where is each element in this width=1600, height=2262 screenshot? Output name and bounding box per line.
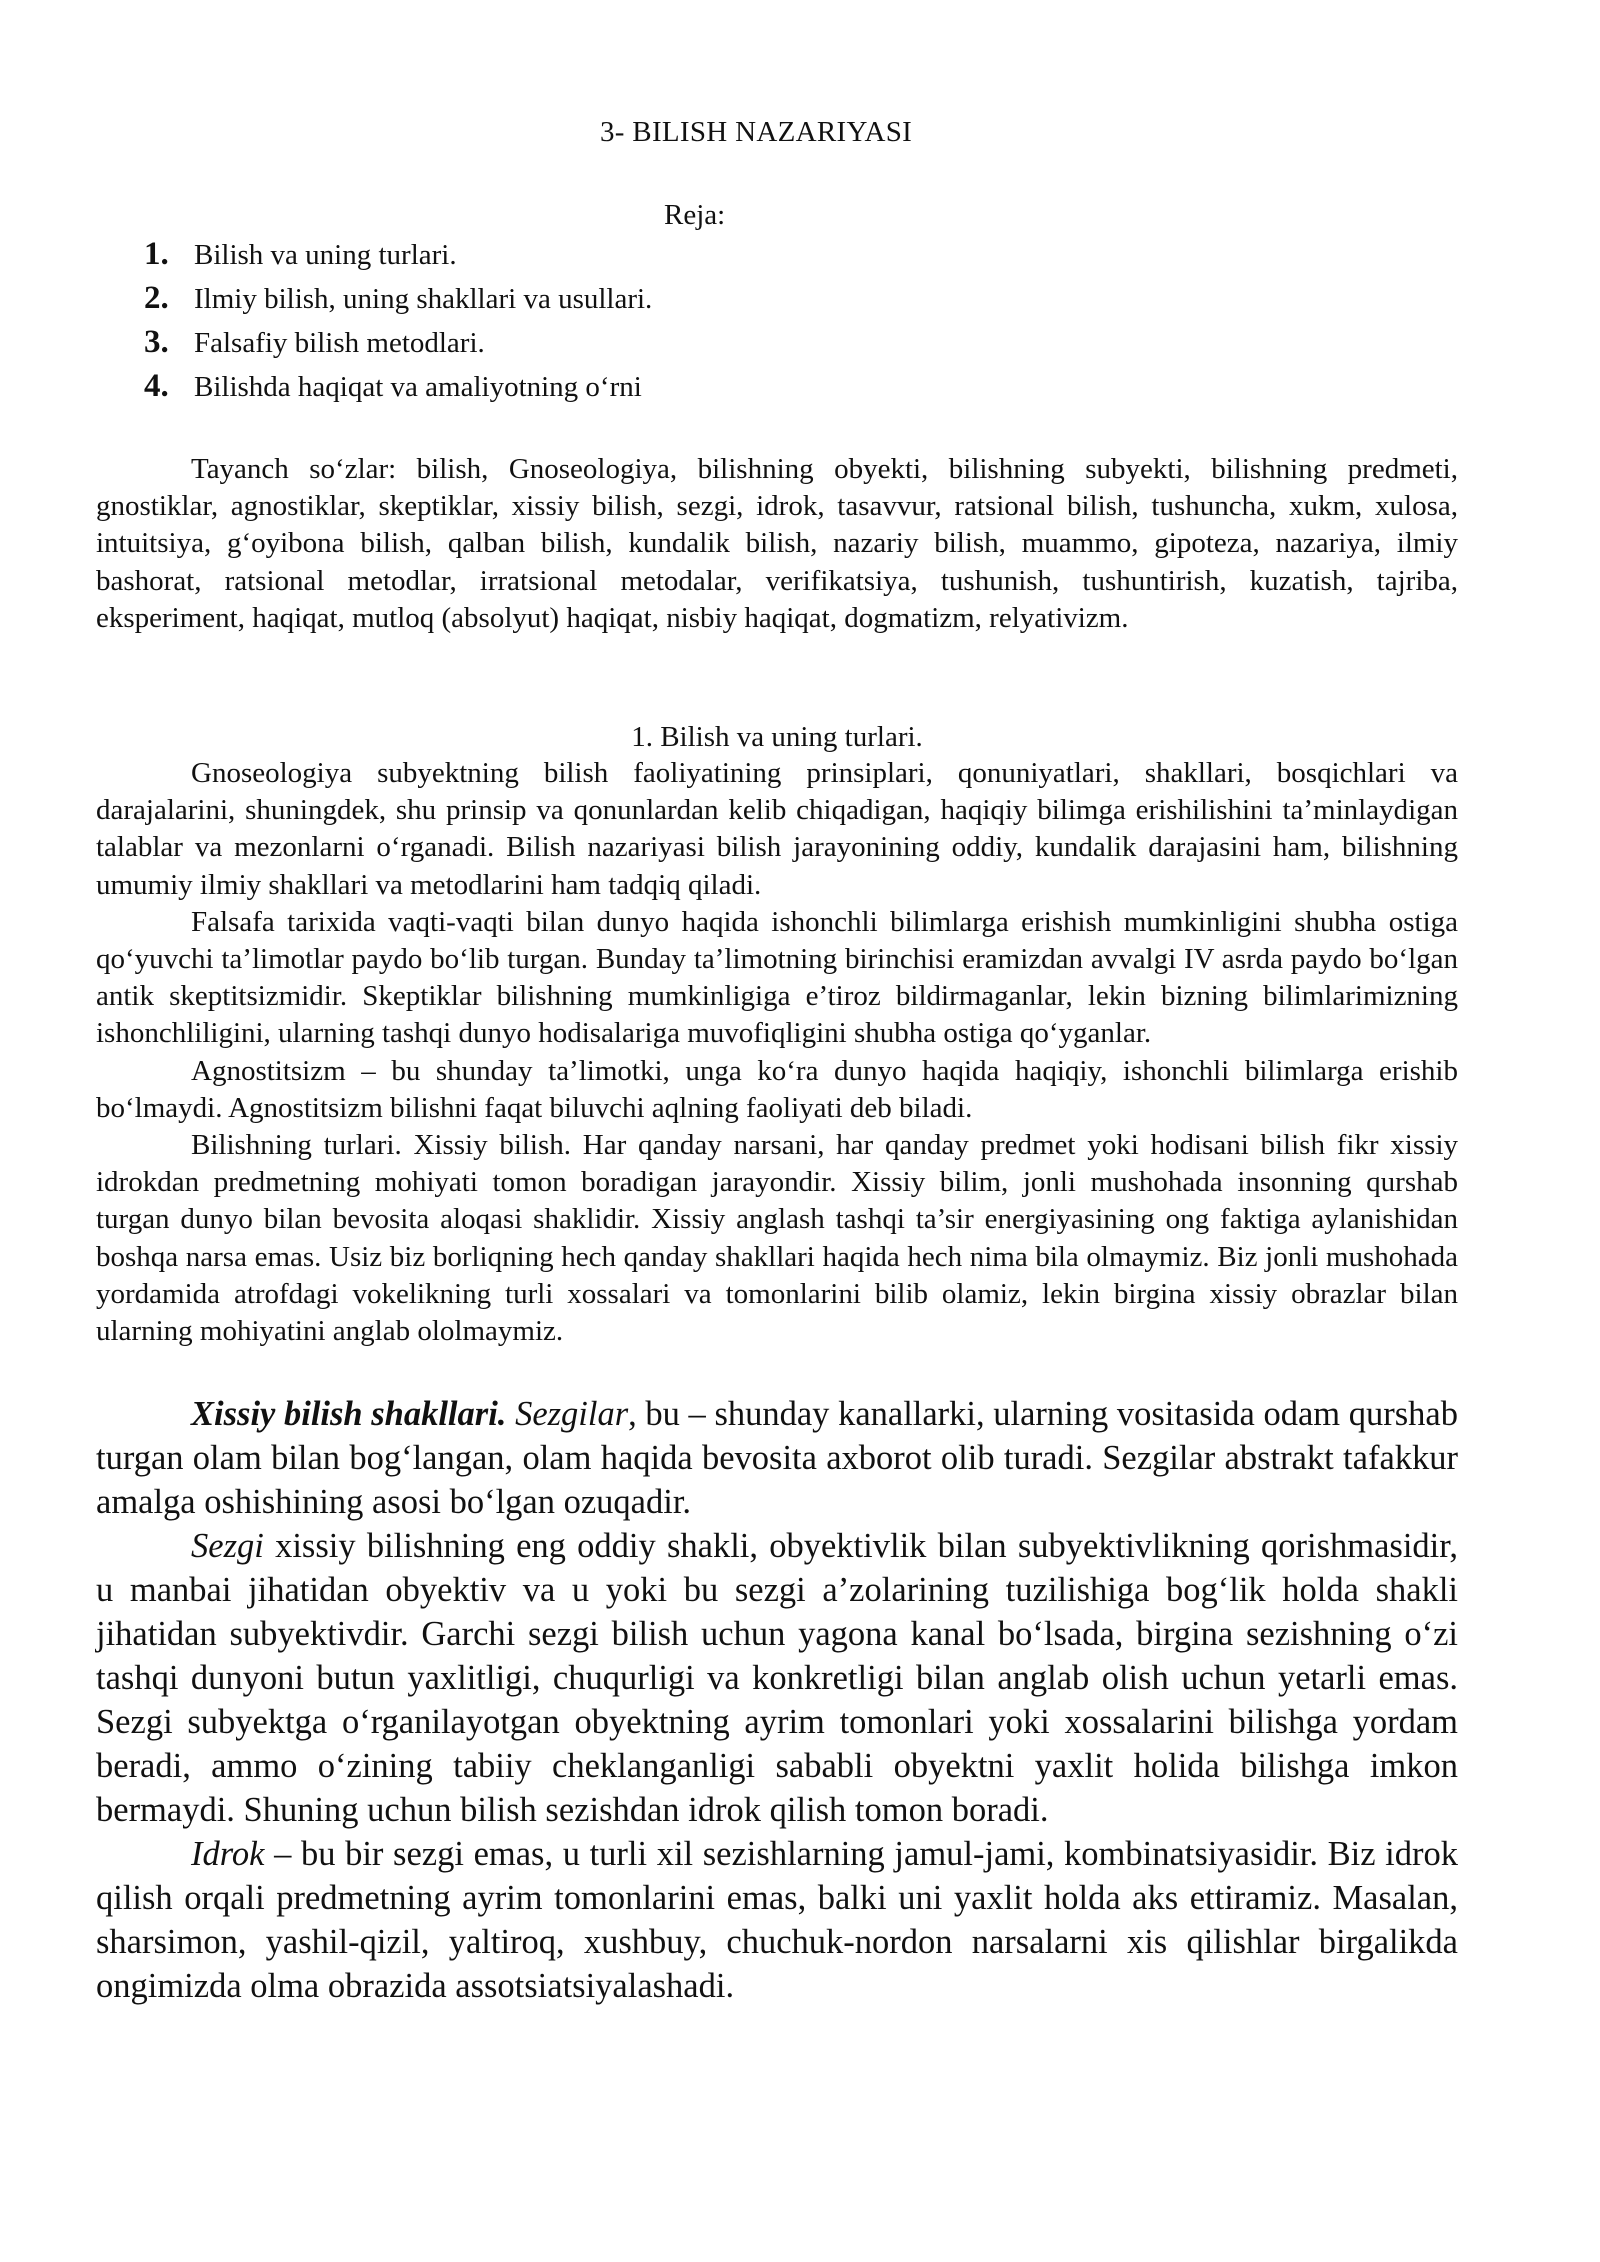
plan-item [144,280,652,324]
keywords-block [96,451,1458,637]
forms-heading: Xissiy bilish shakllari. [191,1395,507,1433]
plan-item-number: 3. [144,324,169,360]
forms-text: , bu – shunday kanallarki, ularning vositasida odam qurshab turgan olam bilan bog‘langan, olam haqida bevosita axborot olib turadi. Sezgilar abstrakt tafakkur amalga oshishining asosi bo‘lgan ozuqadir. [96,1395,1458,1521]
section-heading: 1. Bilish va uning turlari. [631,721,923,753]
plan-item [144,368,652,412]
plan-item [144,236,652,280]
idrok-term: Idrok [191,1835,265,1873]
plan-item-text: Bilish va uning turlari. [194,239,457,271]
plan-item-number: 1. [144,236,169,272]
plan-list [144,236,652,412]
plan-label: Reja: [664,199,726,231]
forms-term: Sezgilar [515,1395,629,1433]
plan-item [144,324,652,368]
body-paragraph: Falsafa tarixida vaqti-vaqti bilan dunyo haqida ishonchli bilimlarga erishish mumkinligini shubha ostiga qo‘yuvchi ta’limotlar paydo bo‘lib turgan. Bunday ta’limotning birinchisi eramizdan avvalgi IV asrda paydo bo‘lgan antik skeptitsizmidir. Skeptiklar bilishning mumkinligiga e’tiroz bildirmaganlar, lekin bizning bilimlarimizning ishonchliligini, ularning tashqi dunyo hodisalariga muvofiqligini shubha ostiga qo‘yganlar. [96,905,1458,1050]
sezgi-term: Sezgi [191,1527,264,1565]
body-paragraph: Gnoseologiya subyektning bilish faoliyatining prinsiplari, qonuniyatlari, shakllari, bosqichlari va darajalarini, shuningdek, shu prinsip va qonunlardan kelib chiqadigan, haqiqiy bilimga erishilishini ta’minlaydigan talablar va mezonlarni o‘rganadi. Bilish nazariyasi bilish jarayonining oddiy, kundalik darajasini ham, bilishning umumiy ilmiy shakllari va metodlarini ham tadqiq qiladi. [96,757,1458,901]
section1-body [96,755,1458,1350]
plan-item-text: Bilishda haqiqat va amaliyotning o‘rni [194,371,642,403]
sezgi-paragraph [96,1524,1458,1832]
body-paragraph: Agnostitsizm – bu shunday ta’limotki, unga ko‘ra dunyo haqida haqiqiy, ishonchli bilimlarga erishib bo‘lmaydi. Agnostitsizm bilishni faqat biluvchi aqlning faoliyati deb biladi. [96,1054,1458,1124]
idrok-paragraph [96,1832,1458,2008]
plan-item-number: 4. [144,368,169,404]
page-title: 3- BILISH NAZARIYASI [600,116,913,148]
plan-item-text: Falsafiy bilish metodlari. [194,327,485,359]
sezgi-text: xissiy bilishning eng oddiy shakli, obyektivlik bilan subyektivlikning qorishmasidir, u manbai jihatidan obyektiv va u yoki bu sezgi a’zolarining tuzilishiga bog‘lik holda shakli jihatidan subyektivdir. Garchi sezgi bilish uchun yagona kanal bo‘lsada, birgina sezishning o‘zi tashqi dunyoni butun yaxlitligi, chuqurligi va konkretligi bilan anglab olish uchun yetarli emas. Sezgi subyektga o‘rganilayotgan obyektning ayrim tomonlari yoki xossalarini bilishga yordam beradi, ammo o‘zining tabiiy cheklanganligi sababli obyektni yaxlit holida bilishga imkon bermaydi. Shuning uchun bilish sezishdan idrok qilish tomon boradi. [96,1527,1458,1829]
keywords-paragraph: Tayanch so‘zlar: bilish, Gnoseologiya, bilishning obyekti, bilishning subyekti, bilishning predmeti, gnostiklar, agnostiklar, skeptiklar, xissiy bilish, sezgi, idrok, tasavvur, ratsional bilish, tushuncha, xukm, xulosa, intuitsiya, g‘oyibona bilish, qalban bilish, kundalik bilish, nazariy bilish, muammo, gipoteza, nazariya, ilmiy bashorat, ratsional metodlar, irratsional metodalar, verifikatsiya, tushunish, tushuntirish, kuzatish, tajriba, eksperiment, haqiqat, mutloq (absolyut) haqiqat, nisbiy haqiqat, dogmatizm, relyativizm. [96,453,1458,634]
forms-paragraph [96,1392,1458,1524]
plan-item-number: 2. [144,280,169,316]
body-paragraph: Bilishning turlari. Xissiy bilish. Har qanday narsani, har qanday predmet yoki hodisani bilish fikr xissiy idrokdan predmetning mohiyati tomon boradigan jarayondir. Xissiy bilim, jonli mushohada insonning qurshab turgan dunyo bilan bevosita aloqasi shaklidir. Xissiy anglash tashqi ta’sir energiyasining ong faktiga aylanishidan boshqa narsa emas. Usiz biz borliqning hech qanday shakllari haqida hech nima bila olmaymiz. Biz jonli mushohada yordamida atrofdagi vokelikning turli xossalari va tomonlarini bilib olamiz, lekin birgina xissiy obrazlar bilan ularning mohiyatini anglab ololmaymiz. [96,1129,1458,1348]
idrok-text: – bu bir sezgi emas, u turli xil sezishlarning jamul-jami, kombinatsiyasidir. Biz idrok qilish orqali predmetning ayrim tomonlarini emas, balki uni yaxlit holda aks ettiramiz. Masalan, sharsimon, yashil-qizil, yaltiroq, xushbuy, chuchuk-nordon narsalarni xis qilishlar birgalikda ongimizda olma obrazida assotsiatsiyalashadi. [96,1835,1458,2005]
large-text-body [96,1392,1458,2008]
plan-item-text: Ilmiy bilish, uning shakllari va usullari. [194,283,653,315]
